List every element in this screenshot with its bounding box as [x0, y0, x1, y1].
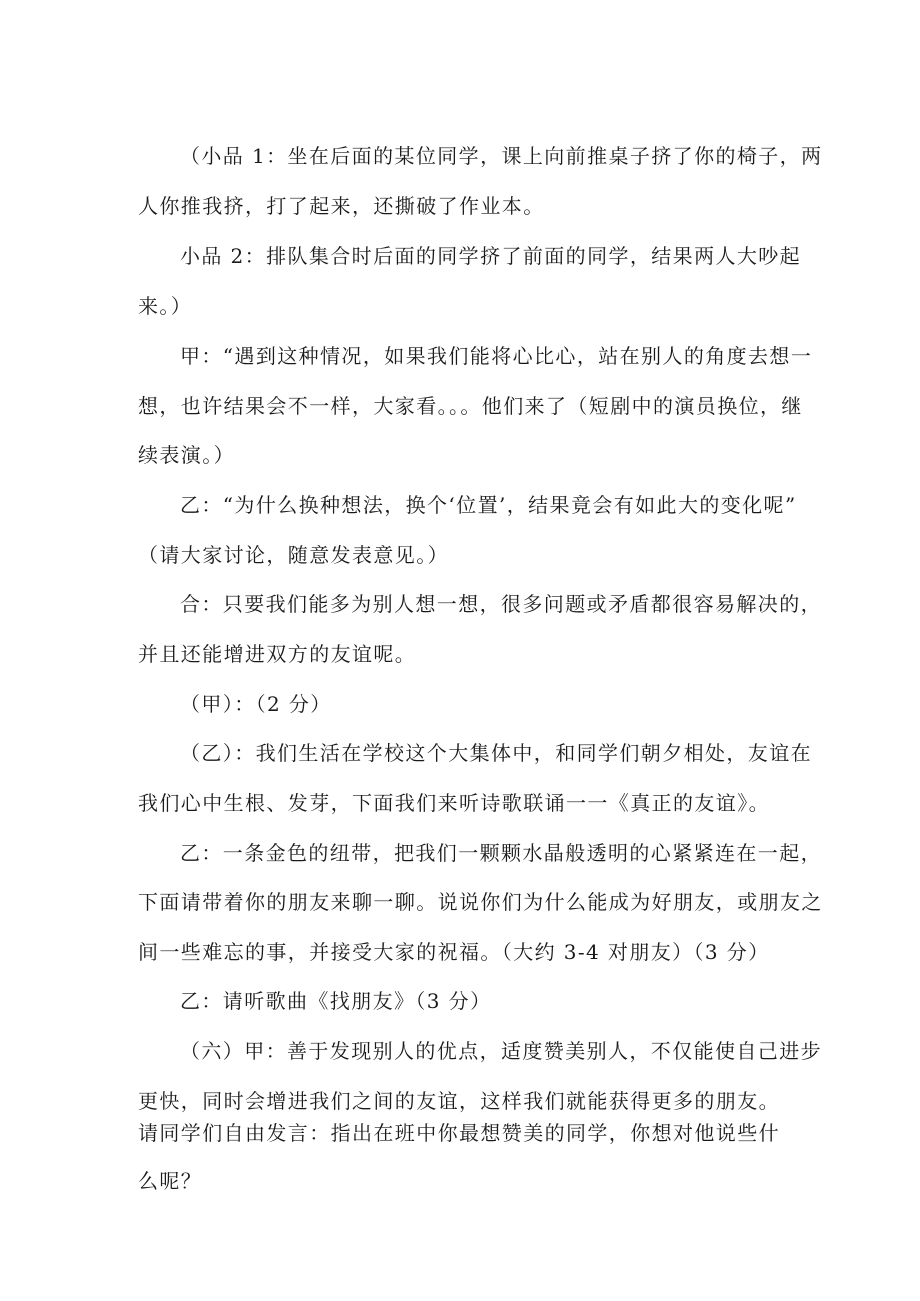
text-line-4: 来。） — [138, 294, 193, 318]
text-line-13: （乙）：我们生活在学校这个大集体中，和同学们朝夕相处，友谊在 — [180, 741, 812, 765]
text-line-8: 乙：“为什么换种想法，换个‘位置’，结果竟会有如此大的变化呢” — [180, 493, 797, 517]
text-line-5: 甲：“遇到这种情况，如果我们能将心比心，站在别人的角度去想一 — [180, 344, 813, 368]
text-line-21: 请同学们自由发言：指出在班中你最想赞美的同学，你想对他说些什 — [138, 1121, 780, 1145]
text-line-6: 想，也许结果会不一样，大家看。。。他们来了（短剧中的演员换位，继 — [138, 394, 803, 418]
text-line-17: 间一些难忘的事，并接受大家的祝福。（大约 3-4 对朋友）（3 分） — [138, 940, 770, 964]
text-line-2: 人你推我挤，打了起来，还撕破了作业本。 — [138, 194, 545, 218]
text-line-14: 我们心中生根、发芽，下面我们来听诗歌联诵一一《真正的友谊》。 — [138, 791, 770, 815]
text-line-1: （小品 1：坐在后面的某位同学，课上向前推桌子挤了你的椅子，两 — [180, 144, 823, 168]
text-line-15: 乙：一条金色的纽带，把我们一颗颗水晶般透明的心紧紧连在一起， — [180, 841, 822, 865]
text-line-9: （请大家讨论，随意发表意见。） — [138, 543, 449, 567]
text-line-11: 并且还能增进双方的友谊呢。 — [138, 642, 417, 666]
text-line-7: 续表演。） — [138, 443, 235, 467]
text-line-10: 合：只要我们能多为别人想一想，很多问题或矛盾都很容易解决的， — [180, 592, 822, 616]
text-line-19: （六）甲：善于发现别人的优点，适度赞美别人，不仅能使自己进步 — [180, 1039, 822, 1063]
text-line-3: 小品 2：排队集合时后面的同学挤了前面的同学，结果两人大吵起 — [180, 244, 802, 268]
text-line-16: 下面请带着你的朋友来聊一聊。说说你们为什么能成为好朋友，或朋友之 — [138, 890, 823, 914]
text-line-18: 乙：请听歌曲《找朋友》（3 分） — [180, 989, 492, 1013]
text-line-22: 么呢？ — [138, 1169, 203, 1193]
text-line-20: 更快，同时会增进我们之间的友谊，这样我们就能获得更多的朋友。 — [138, 1089, 780, 1113]
text-line-12: （甲）：（2 分） — [180, 692, 332, 716]
